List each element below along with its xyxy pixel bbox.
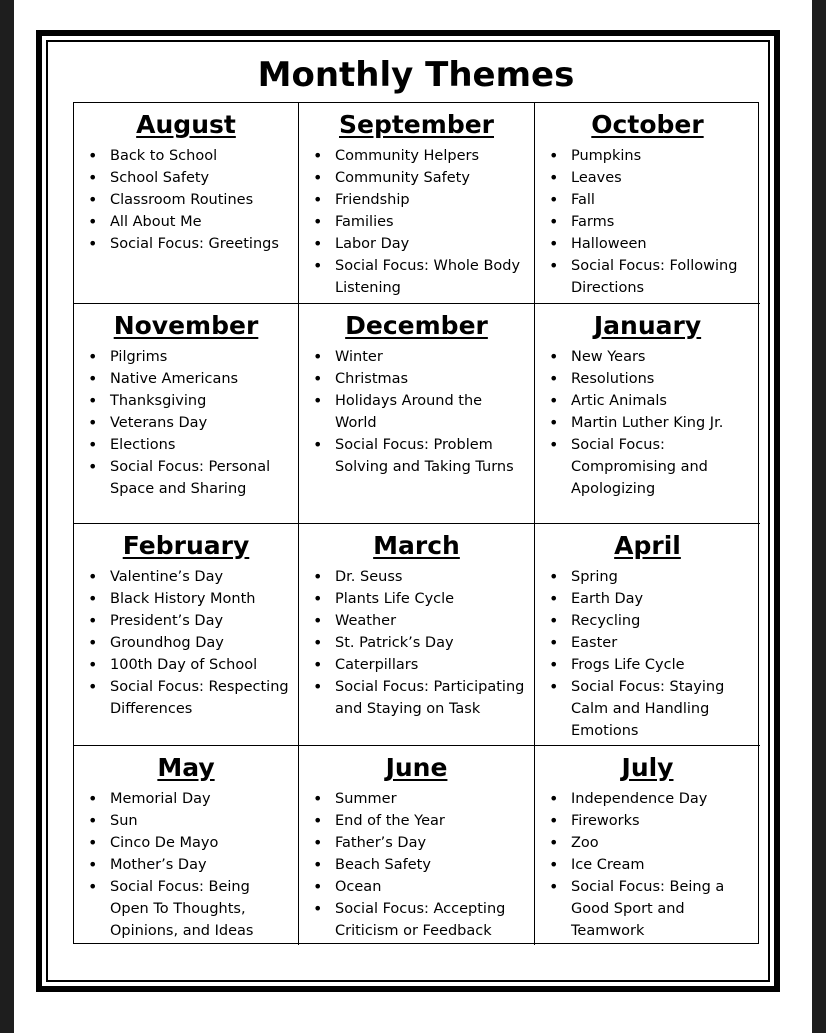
theme-item: • Beach Safety	[331, 854, 528, 876]
month-heading: December	[345, 311, 488, 340]
theme-item: • New Years	[567, 346, 754, 368]
theme-item: • Classroom Routines	[106, 189, 292, 211]
theme-item: • Social Focus: Compromising and Apologizing	[567, 434, 754, 500]
theme-item: • Social Focus: Greetings	[106, 233, 292, 255]
theme-item: • Pumpkins	[567, 145, 754, 167]
theme-item: • Valentine’s Day	[106, 566, 292, 588]
theme-item: • Black History Month	[106, 588, 292, 610]
theme-item: • Fireworks	[567, 810, 754, 832]
month-heading: March	[373, 531, 460, 560]
month-cell-june	[299, 746, 535, 945]
month-heading: August	[136, 110, 236, 139]
theme-item: • St. Patrick’s Day	[331, 632, 528, 654]
theme-list	[86, 145, 292, 255]
theme-item: • Fall	[567, 189, 754, 211]
theme-item: • 100th Day of School	[106, 654, 292, 676]
theme-item: • Martin Luther King Jr.	[567, 412, 754, 434]
month-cell-august	[74, 103, 299, 304]
theme-list	[311, 145, 528, 299]
theme-list	[311, 566, 528, 720]
month-cell-may	[74, 746, 299, 945]
theme-list	[86, 566, 292, 720]
theme-item: • Social Focus: Following Directions	[567, 255, 754, 299]
theme-item: • End of the Year	[331, 810, 528, 832]
theme-item: • Labor Day	[331, 233, 528, 255]
theme-item: • Sun	[106, 810, 292, 832]
month-heading: May	[157, 753, 215, 782]
theme-item: • Cinco De Mayo	[106, 832, 292, 854]
theme-item: • Farms	[567, 211, 754, 233]
month-cell-april	[535, 524, 760, 746]
monthly-themes-grid	[73, 102, 759, 944]
theme-item: • Groundhog Day	[106, 632, 292, 654]
theme-item: • Artic Animals	[567, 390, 754, 412]
theme-item: • Independence Day	[567, 788, 754, 810]
theme-item: • Summer	[331, 788, 528, 810]
theme-item: • Weather	[331, 610, 528, 632]
month-cell-march	[299, 524, 535, 746]
theme-item: • Families	[331, 211, 528, 233]
theme-item: • Recycling	[567, 610, 754, 632]
theme-list	[86, 788, 292, 942]
theme-item: • Native Americans	[106, 368, 292, 390]
theme-item: • Social Focus: Respecting Differences	[106, 676, 292, 720]
theme-item: • Thanksgiving	[106, 390, 292, 412]
theme-item: • Christmas	[331, 368, 528, 390]
month-heading: November	[113, 311, 259, 340]
month-cell-september	[299, 103, 535, 304]
theme-item: • Spring	[567, 566, 754, 588]
theme-item: • Caterpillars	[331, 654, 528, 676]
month-heading: June	[385, 753, 448, 782]
theme-item: • Friendship	[331, 189, 528, 211]
theme-list	[86, 346, 292, 500]
theme-item: • Easter	[567, 632, 754, 654]
month-heading: January	[593, 311, 702, 340]
theme-item: • Social Focus: Accepting Criticism or Feedback	[331, 898, 528, 942]
month-heading: September	[339, 110, 494, 139]
theme-item: • Back to School	[106, 145, 292, 167]
theme-item: • Elections	[106, 434, 292, 456]
theme-item: • Winter	[331, 346, 528, 368]
theme-item: • Ice Cream	[567, 854, 754, 876]
theme-item: • President’s Day	[106, 610, 292, 632]
theme-item: • Social Focus: Whole Body Listening	[331, 255, 528, 299]
theme-item: • Veterans Day	[106, 412, 292, 434]
month-cell-july	[535, 746, 760, 945]
theme-item: • Social Focus: Personal Space and Sharing	[106, 456, 292, 500]
theme-item: • Holidays Around the World	[331, 390, 528, 434]
theme-item: • Halloween	[567, 233, 754, 255]
theme-list	[311, 346, 528, 478]
month-cell-november	[74, 304, 299, 524]
theme-item: • Resolutions	[567, 368, 754, 390]
month-heading: October	[591, 110, 704, 139]
theme-list	[547, 566, 754, 742]
month-cell-december	[299, 304, 535, 524]
theme-item: • Earth Day	[567, 588, 754, 610]
theme-item: • Father’s Day	[331, 832, 528, 854]
month-heading: July	[621, 753, 674, 782]
month-cell-october	[535, 103, 760, 304]
theme-item: • Social Focus: Being a Good Sport and Teamwork	[567, 876, 754, 942]
theme-item: • Leaves	[567, 167, 754, 189]
theme-item: • Ocean	[331, 876, 528, 898]
theme-item: • Social Focus: Participating and Staying on Task	[331, 676, 528, 720]
theme-list	[547, 788, 754, 942]
theme-item: • Pilgrims	[106, 346, 292, 368]
page-title: Monthly Themes	[257, 55, 575, 95]
theme-item: • Dr. Seuss	[331, 566, 528, 588]
theme-item: • Plants Life Cycle	[331, 588, 528, 610]
theme-item: • School Safety	[106, 167, 292, 189]
theme-list	[311, 788, 528, 942]
theme-list	[547, 346, 754, 500]
theme-item: • Community Helpers	[331, 145, 528, 167]
month-cell-february	[74, 524, 299, 746]
theme-list	[547, 145, 754, 299]
theme-item: • Community Safety	[331, 167, 528, 189]
theme-item: • Social Focus: Staying Calm and Handling Emotions	[567, 676, 754, 742]
theme-item: • Social Focus: Problem Solving and Taking Turns	[331, 434, 528, 478]
theme-item: • All About Me	[106, 211, 292, 233]
month-heading: February	[122, 531, 250, 560]
theme-item: • Mother’s Day	[106, 854, 292, 876]
month-cell-january	[535, 304, 760, 524]
theme-item: • Memorial Day	[106, 788, 292, 810]
month-heading: April	[614, 531, 681, 560]
theme-item: • Zoo	[567, 832, 754, 854]
theme-item: • Frogs Life Cycle	[567, 654, 754, 676]
theme-item: • Social Focus: Being Open To Thoughts, Opinions, and Ideas	[106, 876, 292, 942]
